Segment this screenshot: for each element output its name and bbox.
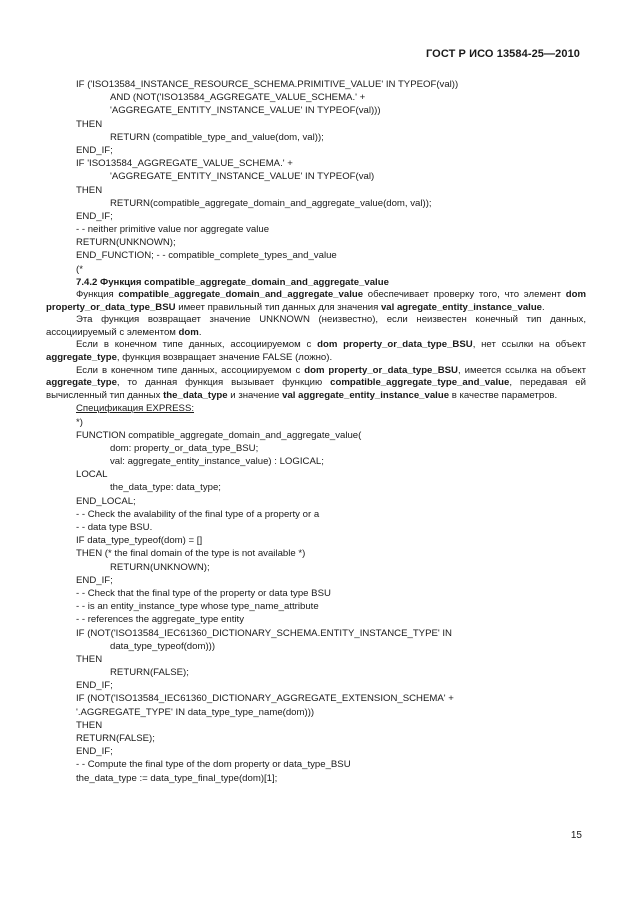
- page-content: [46, 78, 586, 785]
- code-line: IF 'ISO13584_AGGREGATE_VALUE_SCHEMA.' +: [76, 158, 293, 170]
- code-line: 'AGGREGATE_ENTITY_INSTANCE_VALUE' IN TYPEOF(val): [110, 171, 375, 183]
- code-line: - - data type BSU.: [76, 522, 153, 534]
- paragraph-false-return: Если в конечном типе данных, ассоциируемом с dom property_or_data_type_BSU, нет ссылки на объект aggregate_type, функция возвращает значение FALSE (ложно).: [46, 339, 586, 363]
- code-line: THEN (* the final domain of the type is not available *): [76, 548, 306, 560]
- code-line: - - is an entity_instance_type whose type_name_attribute: [76, 601, 319, 613]
- code-line: THEN: [76, 653, 103, 665]
- code-line: - - Compute the final type of the dom property or data_type_BSU: [76, 759, 351, 771]
- code-line: END_IF;: [76, 144, 113, 156]
- code-line: val: aggregate_entity_instance_value) : LOGICAL;: [110, 456, 324, 468]
- code-line: data_type_typeof(dom))): [110, 640, 216, 652]
- code-line: - - Check the avalability of the final type of a property or a: [76, 508, 320, 520]
- code-block-2: [46, 416, 586, 785]
- code-line: IF (NOT('ISO13584_IEC61360_DICTIONARY_SCHEMA.ENTITY_INSTANCE_TYPE' IN: [76, 627, 452, 639]
- code-line: RETURN(UNKNOWN);: [110, 561, 210, 573]
- code-line: RETURN(UNKNOWN);: [76, 237, 176, 249]
- paragraph-unknown-return: Эта функция возвращает значение UNKNOWN (неизвестно), если неизвестен конечный тип данных, ассоциируемый с элементом dom.: [46, 314, 586, 338]
- code-line: END_IF;: [76, 680, 113, 692]
- code-line: the_data_type := data_type_final_type(dom)[1];: [76, 772, 278, 784]
- code-line: '.AGGREGATE_TYPE' IN data_type_type_name(dom))): [76, 706, 315, 718]
- code-line: END_IF;: [76, 746, 113, 758]
- code-line: *): [76, 416, 83, 428]
- code-line: LOCAL: [76, 469, 108, 481]
- code-line: the_data_type: data_type;: [110, 482, 221, 494]
- code-line: - - references the aggregate_type entity: [76, 614, 244, 626]
- code-line: AND (NOT('ISO13584_AGGREGATE_VALUE_SCHEMA.' +: [110, 92, 366, 104]
- code-line: RETURN(FALSE);: [110, 667, 189, 679]
- paragraph-function-description: Функция compatible_aggregate_domain_and_aggregate_value обеспечивает проверку того, что элемент dom property_or_data_type_BSU имеет правильный тип данных для значения val agregate_entity_instance_value.: [46, 289, 586, 313]
- code-line: THEN: [76, 118, 103, 130]
- code-line: END_IF;: [76, 210, 113, 222]
- code-line: IF data_type_typeof(dom) = []: [76, 535, 203, 547]
- section-heading: 7.4.2 Функция compatible_aggregate_domain_and_aggregate_value: [76, 276, 389, 288]
- code-line: (*: [76, 263, 83, 275]
- code-line: IF ('ISO13584_INSTANCE_RESOURCE_SCHEMA.PRIMITIVE_VALUE' IN TYPEOF(val)): [76, 79, 459, 90]
- code-line: - - Check that the final type of the property or data type BSU: [76, 587, 331, 599]
- code-line: dom: property_or_data_type_BSU;: [110, 442, 259, 454]
- code-line: END_IF;: [76, 574, 113, 586]
- code-line: END_FUNCTION; - - compatible_complete_types_and_value: [76, 250, 337, 262]
- code-line: THEN: [76, 184, 103, 196]
- code-line: THEN: [76, 719, 103, 731]
- code-line: RETURN(FALSE);: [76, 733, 155, 745]
- page-number: 15: [570, 830, 582, 841]
- document-header: ГОСТ Р ИСО 13584-25—2010: [425, 48, 580, 60]
- code-line: 'AGGREGATE_ENTITY_INSTANCE_VALUE' IN TYPEOF(val))): [110, 105, 381, 117]
- code-block-1: [46, 78, 586, 276]
- paragraph-calls-function: Если в конечном типе данных, ассоциируемом с dom property_or_data_type_BSU, имеется ссылка на объект aggregate_type, то данная функция вызывает функцию compatible_aggregate_type_and_value, передавая ей вычисленный тип данных the_data_type и значение val aggregate_entity_instance_value в качестве параметров.: [46, 364, 586, 401]
- code-line: RETURN (compatible_type_and_value(dom, val));: [110, 131, 324, 143]
- code-line: - - neither primitive value nor aggregate value: [76, 224, 270, 236]
- code-line: END_LOCAL;: [76, 495, 136, 507]
- code-line: IF (NOT('ISO13584_IEC61360_DICTIONARY_AGGREGATE_EXTENSION_SCHEMA' +: [76, 693, 454, 705]
- code-line: FUNCTION compatible_aggregate_domain_and_aggregate_value(: [76, 429, 362, 441]
- express-spec-label: Спецификация EXPRESS:: [76, 403, 195, 415]
- code-line: RETURN(compatible_aggregate_domain_and_aggregate_value(dom, val));: [110, 197, 432, 209]
